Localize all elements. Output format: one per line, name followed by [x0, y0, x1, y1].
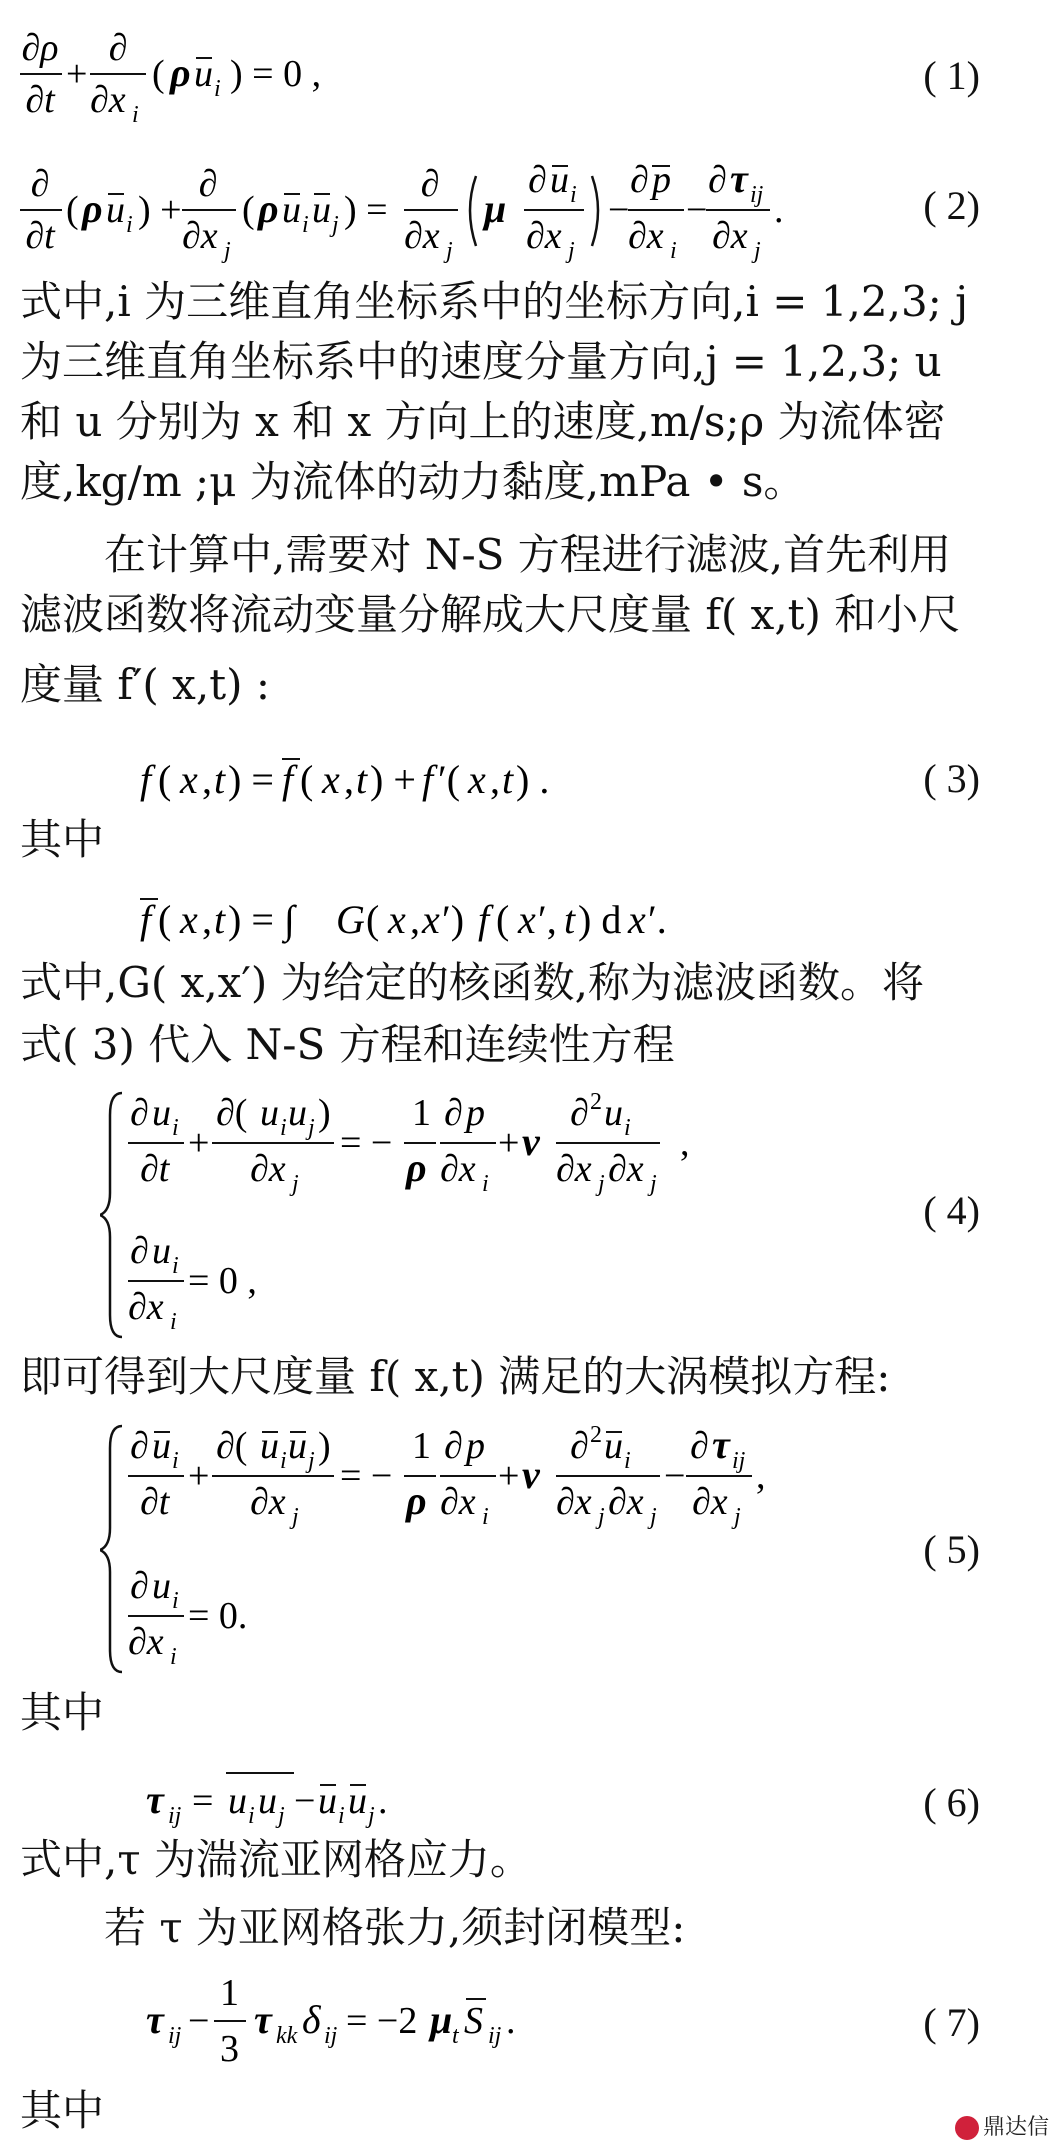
svg-text:u: u [194, 53, 213, 95]
svg-text:j: j [598, 1504, 605, 1530]
svg-text:x: x [322, 757, 340, 802]
svg-text:ν: ν [522, 1119, 540, 1164]
svg-text:(: ( [158, 897, 172, 942]
svg-text:= 0 ,: = 0 , [188, 1260, 257, 1302]
svg-text:.: . [774, 189, 784, 231]
svg-text:∂: ∂ [30, 163, 50, 205]
svg-text:f: f [422, 757, 434, 802]
svg-text:j: j [754, 238, 761, 264]
svg-text:i: i [172, 1448, 179, 1474]
svg-text:u: u [312, 189, 331, 231]
svg-text:j: j [308, 1115, 315, 1141]
svg-text:3: 3 [220, 2028, 239, 2070]
equation-5-row [0, 1418, 1052, 1680]
svg-text:u: u [228, 1780, 247, 1822]
svg-text:∂x: ∂x [404, 215, 440, 257]
svg-text:x: x [388, 897, 406, 942]
svg-text:(: ( [66, 189, 79, 231]
svg-text:t: t [214, 757, 226, 802]
svg-text:∂: ∂ [690, 1425, 709, 1467]
paragraph-line: 滤波函数将流动变量分解成大尺度量 f( x,t) 和小尺 [20, 590, 961, 639]
svg-text:): ) [318, 1425, 331, 1467]
paragraph-line: 度,kg/m ;μ 为流体的动力黏度,mPa • s。 [20, 457, 806, 506]
paragraph-line: 和 u 分别为 x 和 x 方向上的速度,m/s;ρ 为流体密 [20, 397, 946, 446]
watermark-logo [955, 2110, 1049, 2141]
paragraph-line: 为三维直角坐标系中的速度分量方向,j = 1,2,3; u [20, 337, 942, 386]
svg-text:∂: ∂ [528, 159, 547, 201]
svg-text:S: S [464, 2000, 483, 2042]
svg-text:t: t [452, 2023, 459, 2049]
svg-text:u: u [604, 1092, 623, 1134]
svg-text:i: i [624, 1448, 631, 1474]
svg-text:∂x: ∂x [440, 1148, 476, 1190]
equation-2-row [0, 152, 1052, 272]
svg-text:∂ρ: ∂ρ [21, 27, 59, 69]
equation-6 [146, 1755, 566, 1837]
equation-3-row [0, 745, 1052, 815]
svg-text:t: t [214, 897, 226, 942]
svg-text:): ) [318, 1092, 331, 1134]
svg-text:) = ∫: ) = ∫ [228, 897, 295, 942]
svg-text:) .: ) . [516, 757, 550, 802]
equation-filter [140, 885, 780, 955]
svg-text:−: − [608, 189, 630, 231]
svg-text:j: j [734, 1504, 741, 1530]
svg-text:∂t: ∂t [140, 1148, 170, 1190]
svg-text:,: , [680, 1122, 690, 1164]
equation-number: ( 1) [923, 53, 980, 98]
svg-text:−: − [188, 2000, 210, 2042]
svg-text:∂x: ∂x [128, 1286, 164, 1328]
svg-text:∂x: ∂x [90, 79, 126, 121]
svg-text:i: i [302, 212, 309, 238]
svg-text:∂t: ∂t [140, 1481, 170, 1523]
equation-number: ( 2) [923, 183, 980, 228]
equation-3 [140, 745, 640, 815]
equation-1 [18, 20, 438, 130]
svg-text:∂t: ∂t [25, 79, 55, 121]
svg-text:i: i [624, 1115, 631, 1141]
svg-text:−: − [664, 1455, 686, 1497]
svg-text:2: 2 [590, 1422, 602, 1448]
svg-text:j: j [292, 1504, 299, 1530]
svg-text:∂: ∂ [130, 1425, 149, 1467]
svg-text:i: i [172, 1253, 179, 1279]
svg-text:f: f [282, 757, 294, 802]
svg-text:kk: kk [276, 2023, 298, 2049]
svg-text:2: 2 [590, 1089, 602, 1115]
svg-text:u: u [260, 1092, 279, 1134]
svg-text:μ: μ [430, 1997, 453, 2042]
svg-text:j: j [650, 1171, 657, 1197]
svg-text:∂x: ∂x [608, 1148, 644, 1190]
svg-text:∂: ∂ [108, 27, 128, 69]
watermark-text: 鼎达信 [983, 2115, 1050, 2140]
svg-text:∂: ∂ [708, 159, 727, 201]
equation-5 [100, 1418, 820, 1680]
svg-text:(: ( [496, 897, 510, 942]
watermark-icon [955, 2116, 979, 2140]
svg-text:x: x [180, 897, 198, 942]
svg-text:(: ( [300, 757, 314, 802]
svg-text:j: j [446, 238, 453, 264]
svg-text:x: x [518, 897, 536, 942]
paragraph-line: 度量 f′( x,t) : [20, 660, 270, 709]
svg-text:∂x: ∂x [128, 1621, 164, 1663]
svg-text:∂: ∂ [130, 1230, 149, 1272]
svg-text:p: p [466, 1425, 485, 1467]
svg-text:ij: ij [732, 1448, 746, 1474]
svg-text:u: u [152, 1230, 171, 1272]
svg-text:τ: τ [712, 1422, 730, 1467]
svg-text:ν: ν [522, 1452, 540, 1497]
svg-text:+: + [66, 53, 88, 95]
svg-text:ρ: ρ [170, 50, 191, 95]
svg-text:u: u [348, 1780, 367, 1822]
svg-text:,: , [490, 757, 500, 802]
svg-text:∂: ∂ [630, 159, 649, 201]
svg-text:) = 0 ,: ) = 0 , [230, 53, 322, 95]
equation-1-row [0, 20, 1052, 130]
svg-text:f: f [140, 897, 152, 942]
svg-text:= 0.: = 0. [188, 1595, 248, 1637]
svg-text:ρ: ρ [406, 1145, 427, 1190]
svg-text:∂x: ∂x [692, 1481, 728, 1523]
svg-text:∂: ∂ [130, 1565, 149, 1607]
svg-text:u: u [152, 1565, 171, 1607]
svg-text:′(: ′( [438, 757, 461, 802]
svg-text:.: . [506, 2000, 516, 2042]
svg-text:∂x: ∂x [182, 215, 218, 257]
svg-text:u: u [258, 1780, 277, 1822]
svg-text:ij: ij [168, 2023, 182, 2049]
svg-text:ij: ij [324, 2023, 338, 2049]
svg-text:j: j [308, 1448, 315, 1474]
svg-text:′): ′) [442, 897, 465, 942]
svg-text:∂x: ∂x [556, 1481, 592, 1523]
svg-text:∂x: ∂x [440, 1481, 476, 1523]
svg-text:t: t [356, 757, 368, 802]
svg-text:u: u [288, 1425, 307, 1467]
equation-7 [146, 1965, 606, 2075]
svg-text:1: 1 [412, 1092, 431, 1134]
paragraph-line: 在计算中,需要对 N-S 方程进行滤波,首先利用 [104, 530, 952, 579]
svg-text:τ: τ [254, 1997, 272, 2042]
paragraph-line: 即可得到大尺度量 f( x,t) 满足的大涡模拟方程: [20, 1352, 891, 1401]
svg-text:τ: τ [146, 1777, 164, 1822]
svg-text:j: j [568, 238, 575, 264]
svg-text:u: u [260, 1425, 279, 1467]
svg-text:= −: = − [340, 1122, 393, 1164]
svg-text:u: u [152, 1092, 171, 1134]
paragraph-line: 其中 [20, 2086, 105, 2135]
svg-text:−: − [686, 189, 708, 231]
svg-text:=: = [192, 1780, 214, 1822]
svg-text:u: u [550, 159, 569, 201]
svg-text:∂: ∂ [444, 1425, 463, 1467]
svg-text:∂(: ∂( [216, 1092, 248, 1134]
svg-text:u: u [152, 1425, 171, 1467]
equation-4 [100, 1085, 740, 1345]
svg-text:t: t [564, 897, 576, 942]
svg-text:i: i [170, 1309, 177, 1335]
svg-text:j: j [368, 1803, 375, 1829]
svg-text:i: i [126, 212, 133, 238]
equation-number: ( 3) [923, 756, 980, 801]
svg-text:t: t [502, 757, 514, 802]
svg-text:j: j [332, 212, 339, 238]
svg-text:= −: = − [340, 1455, 393, 1497]
svg-text:j: j [598, 1171, 605, 1197]
svg-text:i: i [280, 1115, 287, 1141]
equation-7-row [0, 1965, 1052, 2075]
svg-text:i: i [248, 1803, 255, 1829]
svg-text:i: i [214, 76, 221, 102]
svg-text:′,: ′, [538, 897, 557, 942]
svg-text:(: ( [242, 189, 255, 231]
svg-text:∂: ∂ [444, 1092, 463, 1134]
svg-text:∂x: ∂x [712, 215, 748, 257]
svg-text:.: . [378, 1780, 388, 1822]
paragraph-line: 若 τ 为亚网格张力,须封闭模型: [104, 1903, 686, 1952]
svg-text:) d: ) d [578, 897, 622, 942]
svg-text:+: + [188, 1122, 210, 1164]
svg-text:x: x [468, 757, 486, 802]
svg-text:∂: ∂ [570, 1425, 589, 1467]
svg-text:∂x: ∂x [250, 1148, 286, 1190]
equation-number: ( 5) [923, 1527, 980, 1572]
svg-text:i: i [170, 1644, 177, 1670]
paragraph-line: 式中,i 为三维直角坐标系中的坐标方向,i = 1,2,3; j [20, 277, 969, 326]
equation-number: ( 4) [923, 1188, 980, 1233]
svg-text:∂: ∂ [198, 163, 218, 205]
svg-text:∂x: ∂x [608, 1481, 644, 1523]
svg-text:u: u [318, 1780, 337, 1822]
svg-text:i: i [280, 1448, 287, 1474]
svg-text:′.: ′. [648, 897, 667, 942]
svg-text:∂: ∂ [420, 163, 440, 205]
svg-text:x: x [422, 897, 440, 942]
svg-text:p: p [466, 1092, 485, 1134]
svg-text:δ: δ [302, 1997, 321, 2042]
svg-text:p: p [652, 159, 671, 201]
paragraph-line: 式( 3) 代入 N-S 方程和连续性方程 [20, 1020, 675, 1069]
paragraph-line: 其中 [20, 815, 105, 864]
svg-text:,: , [202, 757, 212, 802]
svg-text:∂: ∂ [570, 1092, 589, 1134]
svg-text:ij: ij [488, 2023, 502, 2049]
svg-text:+: + [498, 1122, 520, 1164]
svg-text:+: + [498, 1455, 520, 1497]
svg-text:u: u [282, 189, 301, 231]
svg-text:G: G [336, 897, 365, 942]
svg-text:τ: τ [730, 156, 748, 201]
svg-text:f: f [478, 897, 490, 942]
svg-text:∂t: ∂t [25, 215, 55, 257]
svg-text:(: ( [158, 757, 172, 802]
equation-6-row [0, 1755, 1052, 1837]
svg-text:) =: ) = [228, 757, 274, 802]
svg-text:−: − [294, 1780, 316, 1822]
svg-text:i: i [172, 1115, 179, 1141]
svg-text:j: j [278, 1803, 285, 1829]
svg-text:i: i [132, 102, 139, 128]
paragraph-line: 其中 [20, 1688, 105, 1737]
svg-text:x: x [180, 757, 198, 802]
svg-text:i: i [482, 1171, 489, 1197]
svg-text:∂x: ∂x [556, 1148, 592, 1190]
svg-text:,: , [344, 757, 354, 802]
svg-text:i: i [482, 1504, 489, 1530]
svg-text:,: , [756, 1455, 766, 1497]
svg-text:∂x: ∂x [526, 215, 562, 257]
svg-text:j: j [650, 1504, 657, 1530]
svg-text:(: ( [152, 53, 165, 95]
svg-text:∂x: ∂x [250, 1481, 286, 1523]
svg-text:= −2: = −2 [346, 2000, 418, 2042]
svg-text:∂x: ∂x [628, 215, 664, 257]
equation-number: ( 6) [923, 1780, 980, 1825]
svg-text:) +: ) + [138, 189, 182, 231]
svg-text:i: i [570, 182, 577, 208]
svg-text:i: i [172, 1588, 179, 1614]
svg-text:ρ: ρ [82, 186, 103, 231]
svg-text:) +: ) + [370, 757, 416, 802]
svg-text:u: u [604, 1425, 623, 1467]
svg-text:x: x [628, 897, 646, 942]
svg-text:,: , [410, 897, 420, 942]
svg-text:+: + [188, 1455, 210, 1497]
svg-text:ρ: ρ [258, 186, 279, 231]
equation-4-row [0, 1085, 1052, 1345]
svg-text:τ: τ [146, 1997, 164, 2042]
svg-text:j: j [292, 1171, 299, 1197]
svg-text:j: j [224, 238, 231, 264]
svg-text:i: i [338, 1803, 345, 1829]
svg-text:μ: μ [484, 186, 507, 231]
svg-text:i: i [670, 238, 677, 264]
svg-text:,: , [202, 897, 212, 942]
svg-text:ij: ij [750, 182, 764, 208]
svg-text:u: u [288, 1092, 307, 1134]
equation-number: ( 7) [923, 2000, 980, 2045]
svg-text:∂(: ∂( [216, 1425, 248, 1467]
paragraph-line: 式中,τ 为湍流亚网格应力。 [20, 1835, 532, 1884]
svg-text:ij: ij [168, 1803, 182, 1829]
svg-text:(: ( [366, 897, 380, 942]
svg-text:f: f [140, 757, 152, 802]
equation-2 [18, 152, 818, 272]
svg-text:) =: ) = [344, 189, 388, 231]
paragraph-line: 式中,G( x,x′) 为给定的核函数,称为滤波函数。将 [20, 958, 924, 1007]
svg-text:1: 1 [220, 1972, 239, 2014]
svg-text:ρ: ρ [406, 1478, 427, 1523]
svg-text:u: u [106, 189, 125, 231]
svg-text:1: 1 [412, 1425, 431, 1467]
svg-text:∂: ∂ [130, 1092, 149, 1134]
